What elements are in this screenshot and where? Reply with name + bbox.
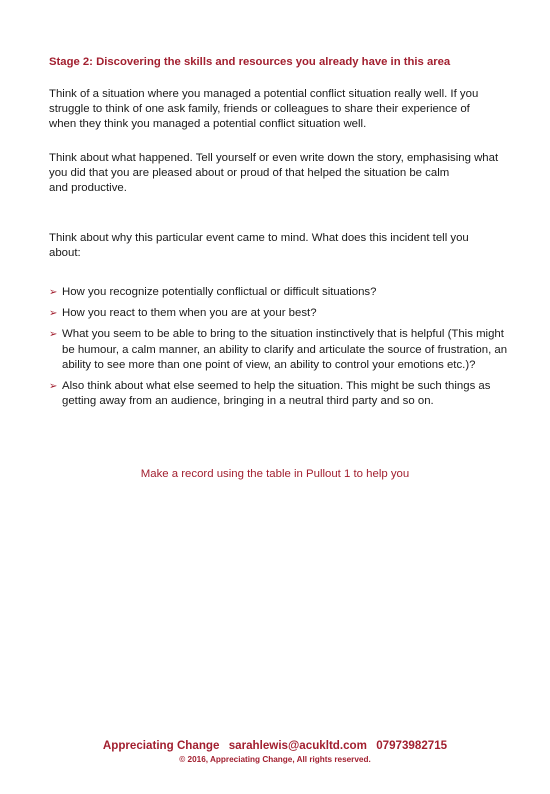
- arrow-right-icon: ➢: [49, 308, 58, 320]
- arrow-right-icon: ➢: [49, 329, 58, 341]
- reflection-question-list: [49, 285, 509, 415]
- section-heading: Stage 2: Discovering the skills and resources you already have in this area: [49, 56, 451, 68]
- arrow-right-icon: ➢: [49, 381, 58, 393]
- story-paragraph: [49, 151, 499, 197]
- reflection-paragraph: Think about why this particular event came to mind. What does this incident tell you about:: [49, 232, 469, 260]
- list-item: [49, 285, 509, 300]
- footer-brand: Appreciating Change: [102, 739, 220, 752]
- list-item: [49, 327, 509, 373]
- footer-email[interactable]: sarahlewis@acukltd.com: [228, 739, 367, 752]
- intro-paragraph: Think of a situation where you managed a potential conflict situation really well. If you struggle to think of one ask family, friends or colleagues to share their experience of when they think you managed a potential conflict situation well.: [49, 88, 479, 131]
- list-item: [49, 306, 509, 321]
- footer-contact: [0, 739, 550, 752]
- story-paragraph-continuation: and productive.: [49, 182, 127, 195]
- list-item: [49, 379, 509, 409]
- arrow-right-icon: ➢: [49, 287, 58, 298]
- list-item-text: How you recognize potentially conflictual or difficult situations?: [62, 286, 377, 298]
- list-item-text: How you react to them when you are at your best?: [62, 307, 317, 320]
- story-paragraph-text: Think about what happened. Tell yourself or even write down the story, emphasising what you did that you are pleased about or proud of that helped the situation be calm: [49, 152, 499, 180]
- footer-copyright: © 2016, Appreciating Change, All rights reserved.: [179, 755, 371, 764]
- pullout-note: Make a record using the table in Pullout 1 to help you: [140, 468, 410, 480]
- footer-phone: 07973982715: [376, 739, 448, 752]
- list-item-text: Also think about what else seemed to help the situation. This might be such things as getting away from an audience, bringing in a neutral third party and so on.: [62, 380, 491, 408]
- list-item-text: What you seem to be able to bring to the situation instinctively that is helpful (This might be humour, a calm manner, an ability to clarify and articulate the source of frustration, an ability to see more than one point of view, an ability to control your emotions etc.)?: [62, 328, 508, 371]
